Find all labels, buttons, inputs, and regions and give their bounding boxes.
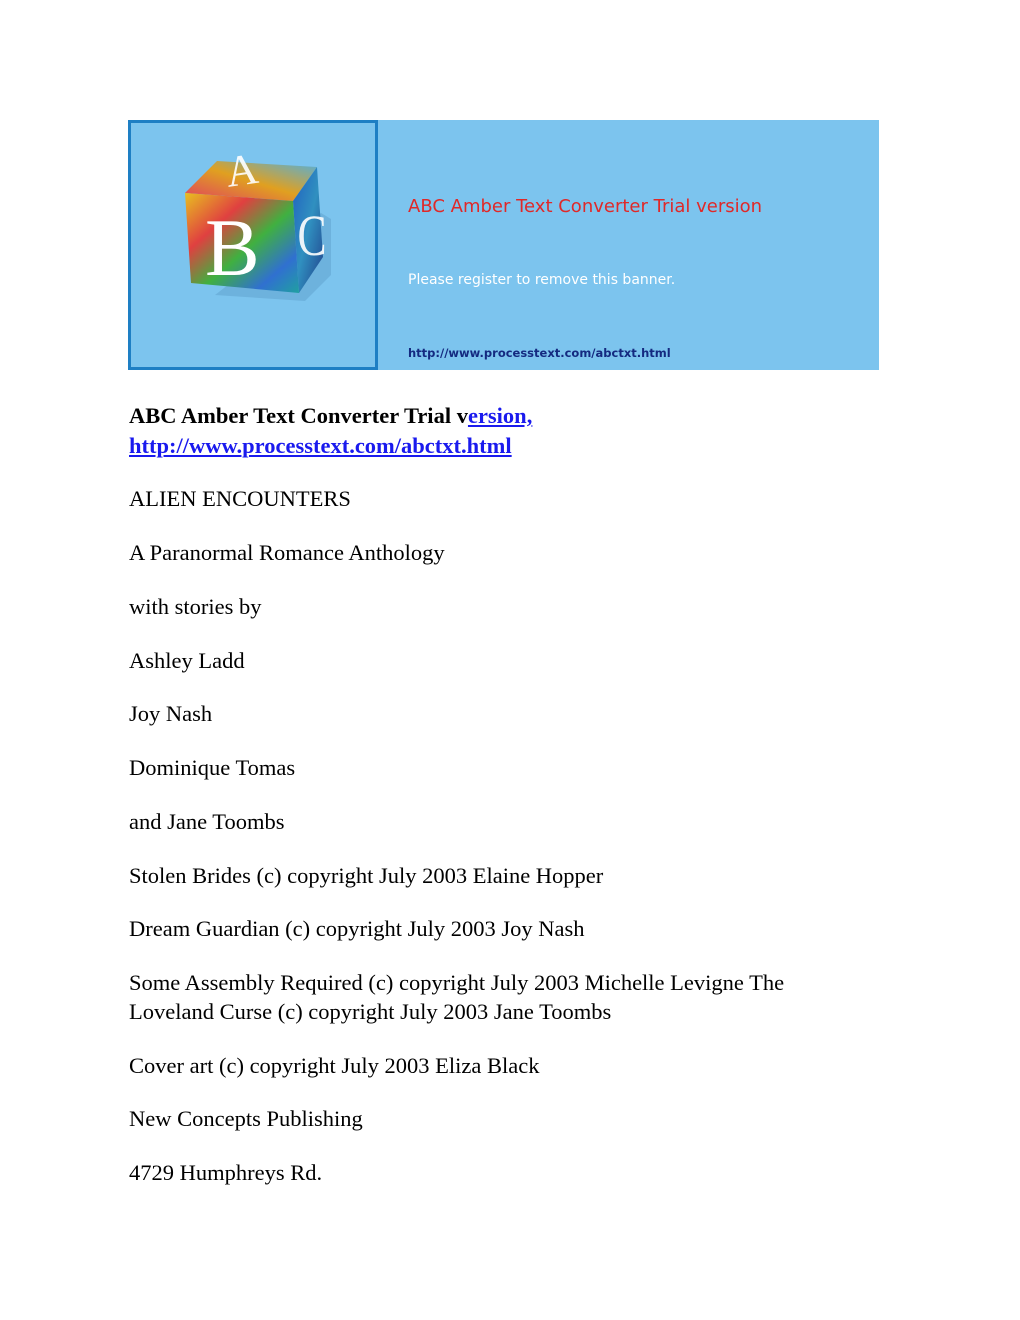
heading-version-link[interactable]: ersion, (467, 403, 533, 428)
abc-cube-icon (131, 123, 381, 373)
author-name: Joy Nash (129, 701, 213, 726)
abc-cube-logo (128, 120, 378, 370)
copyright-line: Some Assembly Required (c) copyright July 2003 Michelle Levigne The (129, 970, 785, 995)
svg-text:C: C (297, 204, 327, 269)
book-title: ALIEN ENCOUNTERS (129, 486, 351, 511)
heading-url-link[interactable]: http://www.processtext.com/abctxt.html (129, 433, 512, 458)
publisher-address: 4729 Humphreys Rd. (129, 1160, 323, 1185)
author-name: Ashley Ladd (129, 648, 245, 673)
stories-by-label: with stories by (129, 594, 262, 619)
heading-text: ABC Amber Text Converter Trial v (129, 403, 468, 428)
trial-banner (128, 120, 879, 370)
copyright-line: Loveland Curse (c) copyright July 2003 Jane Toombs (129, 999, 612, 1024)
copyright-line: Stolen Brides (c) copyright July 2003 Elaine Hopper (129, 863, 604, 888)
svg-text:A: A (222, 143, 261, 197)
publisher-name: New Concepts Publishing (129, 1106, 363, 1131)
cover-art-credit: Cover art (c) copyright July 2003 Eliza Black (129, 1053, 540, 1078)
copyright-line: Dream Guardian (c) copyright July 2003 Joy Nash (129, 916, 585, 941)
banner-title: ABC Amber Text Converter Trial version (408, 196, 763, 217)
svg-text:B: B (205, 202, 260, 293)
author-name: and Jane Toombs (129, 809, 285, 834)
converter-heading (129, 401, 532, 461)
banner-register-notice: Please register to remove this banner. (408, 272, 676, 288)
book-subtitle: A Paranormal Romance Anthology (129, 540, 445, 565)
banner-url[interactable]: http://www.processtext.com/abctxt.html (408, 346, 671, 360)
author-name: Dominique Tomas (129, 755, 296, 780)
